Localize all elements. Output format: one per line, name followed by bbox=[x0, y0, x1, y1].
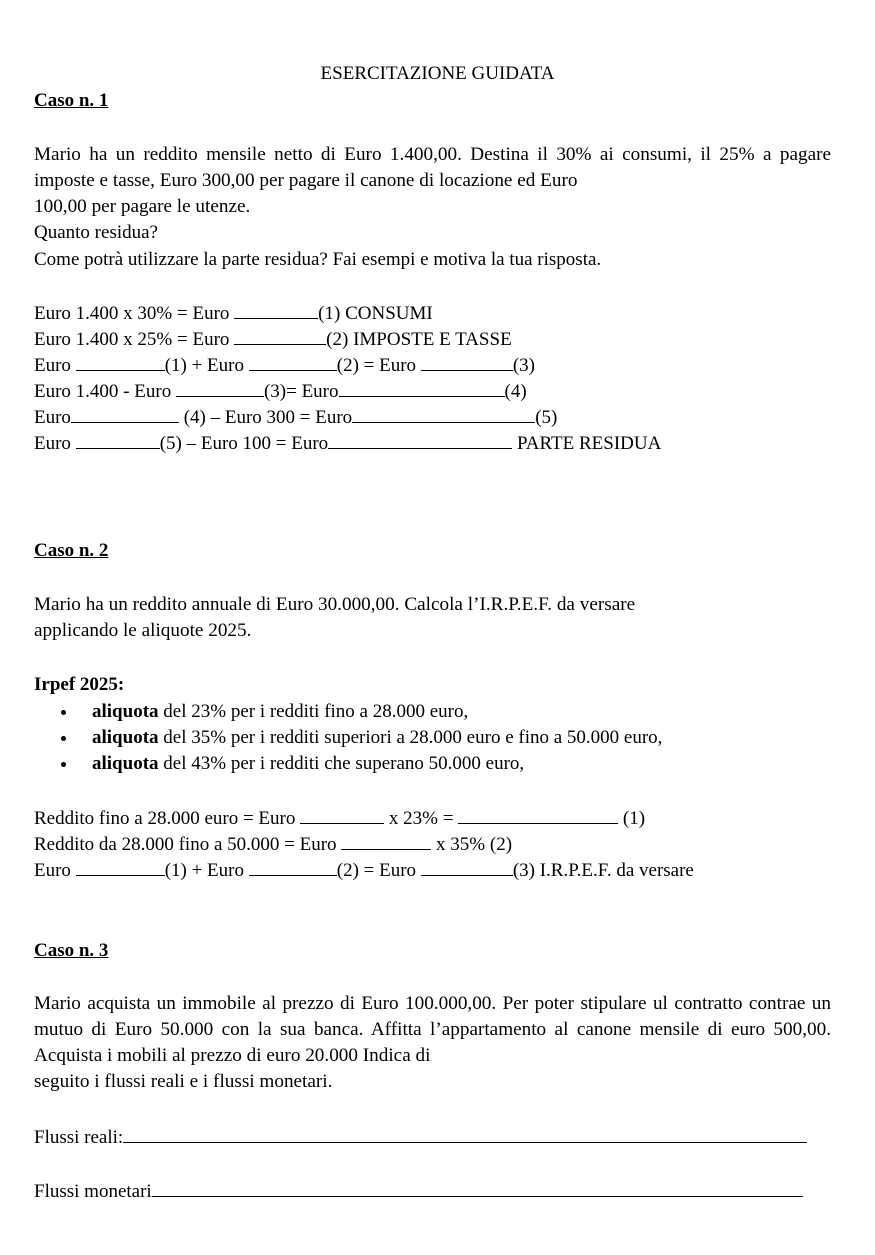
caso1-question-1: Quanto residua? bbox=[34, 222, 158, 243]
caso1-paragraph bbox=[34, 142, 831, 220]
bullet-bold-text: aliquota bbox=[92, 701, 159, 722]
caso3-heading: Caso n. 3 bbox=[34, 940, 109, 961]
calc-text: Reddito fino a 28.000 euro = Euro bbox=[34, 808, 301, 829]
caso1-calc-row-3 bbox=[34, 352, 535, 379]
caso2-calc-row-1 bbox=[34, 805, 645, 832]
calc-text: x 23% = bbox=[384, 808, 459, 829]
calc-text: PARTE RESIDUA bbox=[512, 433, 662, 454]
answer-blank[interactable] bbox=[339, 378, 505, 397]
bullet-bold-text: aliquota bbox=[92, 727, 159, 748]
flussi-reali-label: Flussi reali: bbox=[34, 1127, 124, 1148]
caso1-calc-row-6 bbox=[34, 430, 661, 457]
caso1-para-line2: 25% a pagare imposte e tasse, Euro 300,00 per pagare il canone di locazione ed Euro bbox=[34, 144, 831, 191]
caso3-para-line4: seguito i flussi reali e i flussi monetari. bbox=[34, 1071, 333, 1092]
caso1-calc-row-2 bbox=[34, 326, 512, 353]
answer-blank[interactable] bbox=[176, 378, 264, 397]
bullet-text: del 23% per i redditi fino a 28.000 euro, bbox=[158, 701, 469, 722]
list-item bbox=[34, 699, 662, 725]
caso2-calc-row-3 bbox=[34, 857, 694, 884]
caso2-paragraph bbox=[34, 592, 831, 644]
caso1-question-2: Come potrà utilizzare la parte residua? Fai esempi e motiva la tua risposta. bbox=[34, 249, 602, 270]
caso3-para-line2: contratto contrae un mutuo di Euro 50.000 con la sua banca. Affitta l’appartamento al bbox=[34, 993, 831, 1040]
caso3-paragraph bbox=[34, 991, 831, 1095]
answer-blank[interactable] bbox=[76, 352, 165, 371]
flussi-reali-row bbox=[34, 1124, 807, 1151]
answer-blank[interactable] bbox=[234, 300, 318, 319]
calc-text: Euro bbox=[34, 433, 76, 454]
bullet-icon bbox=[61, 736, 66, 741]
caso2-heading: Caso n. 2 bbox=[34, 540, 109, 561]
answer-blank[interactable] bbox=[234, 326, 326, 345]
answer-blank[interactable] bbox=[328, 430, 512, 449]
answer-blank[interactable] bbox=[458, 805, 618, 824]
calc-text: (2) IMPOSTE E TASSE bbox=[326, 329, 512, 350]
answer-blank[interactable] bbox=[76, 857, 165, 876]
calc-text: (3) bbox=[512, 355, 535, 376]
calc-text: Euro 1.400 - Euro bbox=[34, 381, 176, 402]
caso3-para-line3: canone mensile di euro 500,00. Acquista i mobili al prezzo di euro 20.000 Indica di bbox=[34, 1019, 831, 1066]
answer-blank[interactable] bbox=[71, 404, 179, 423]
bullet-bold-text: aliquota bbox=[92, 753, 159, 774]
calc-text: (2) = Euro bbox=[336, 860, 421, 881]
answer-blank[interactable] bbox=[421, 352, 513, 371]
answer-blank[interactable] bbox=[249, 352, 337, 371]
calc-text: (1) bbox=[618, 808, 646, 829]
calc-text: Euro bbox=[34, 407, 71, 428]
calc-text: Euro 1.400 x 30% = Euro bbox=[34, 303, 235, 324]
caso1-calc-row-5 bbox=[34, 404, 557, 431]
bullet-text: del 35% per i redditi superiori a 28.000 euro e fino a 50.000 euro, bbox=[158, 727, 663, 748]
calc-text: (1) CONSUMI bbox=[318, 303, 433, 324]
caso1-calc-row-1 bbox=[34, 300, 433, 327]
caso3-para-line1: Mario acquista un immobile al prezzo di Euro 100.000,00. Per poter stipulare ul bbox=[34, 993, 668, 1014]
caso2-para-line2: applicando le aliquote 2025. bbox=[34, 620, 252, 641]
aliquote-list bbox=[34, 699, 662, 777]
calc-text: (1) + Euro bbox=[164, 355, 249, 376]
caso2-calc-row-2 bbox=[34, 831, 512, 858]
calc-text: (5) – Euro 100 = Euro bbox=[159, 433, 329, 454]
flussi-monetari-answer-line[interactable] bbox=[152, 1178, 803, 1197]
flussi-monetari-row bbox=[34, 1178, 803, 1205]
calc-text: Euro bbox=[34, 860, 76, 881]
caso1-para-line1: Mario ha un reddito mensile netto di Euro 1.400,00. Destina il 30% ai consumi, il bbox=[34, 144, 711, 165]
bullet-icon bbox=[61, 762, 66, 767]
answer-blank[interactable] bbox=[421, 857, 513, 876]
document-title: ESERCITAZIONE GUIDATA bbox=[320, 63, 555, 84]
calc-text: (3)= Euro bbox=[263, 381, 339, 402]
flussi-monetari-label: Flussi monetari bbox=[34, 1181, 152, 1202]
caso1-para-line3: 100,00 per pagare le utenze. bbox=[34, 196, 251, 217]
answer-blank[interactable] bbox=[352, 404, 535, 423]
caso1-heading: Caso n. 1 bbox=[34, 90, 109, 111]
calc-text: (4) bbox=[504, 381, 527, 402]
caso2-para-line1: Mario ha un reddito annuale di Euro 30.000,00. Calcola l’I.R.P.E.F. da versare bbox=[34, 594, 636, 615]
answer-blank[interactable] bbox=[341, 831, 431, 850]
bullet-text: del 43% per i redditi che superano 50.000 euro, bbox=[158, 753, 525, 774]
list-item bbox=[34, 725, 662, 751]
calc-text: (4) – Euro 300 = Euro bbox=[178, 407, 353, 428]
calc-text: Euro 1.400 x 25% = Euro bbox=[34, 329, 235, 350]
flussi-reali-answer-line[interactable] bbox=[123, 1124, 807, 1143]
irpef-heading: Irpef 2025: bbox=[34, 674, 125, 695]
list-item bbox=[34, 751, 662, 777]
calc-text: Euro bbox=[34, 355, 76, 376]
answer-blank[interactable] bbox=[300, 805, 384, 824]
calc-text: (2) = Euro bbox=[336, 355, 421, 376]
calc-text: (3) I.R.P.E.F. da versare bbox=[512, 860, 694, 881]
answer-blank[interactable] bbox=[76, 430, 160, 449]
answer-blank[interactable] bbox=[249, 857, 337, 876]
caso1-calc-row-4 bbox=[34, 378, 527, 405]
calc-text: Reddito da 28.000 fino a 50.000 = Euro bbox=[34, 834, 342, 855]
calc-text: (5) bbox=[535, 407, 558, 428]
calc-text: x 35% (2) bbox=[431, 834, 513, 855]
calc-text: (1) + Euro bbox=[164, 860, 249, 881]
bullet-icon bbox=[61, 710, 66, 715]
